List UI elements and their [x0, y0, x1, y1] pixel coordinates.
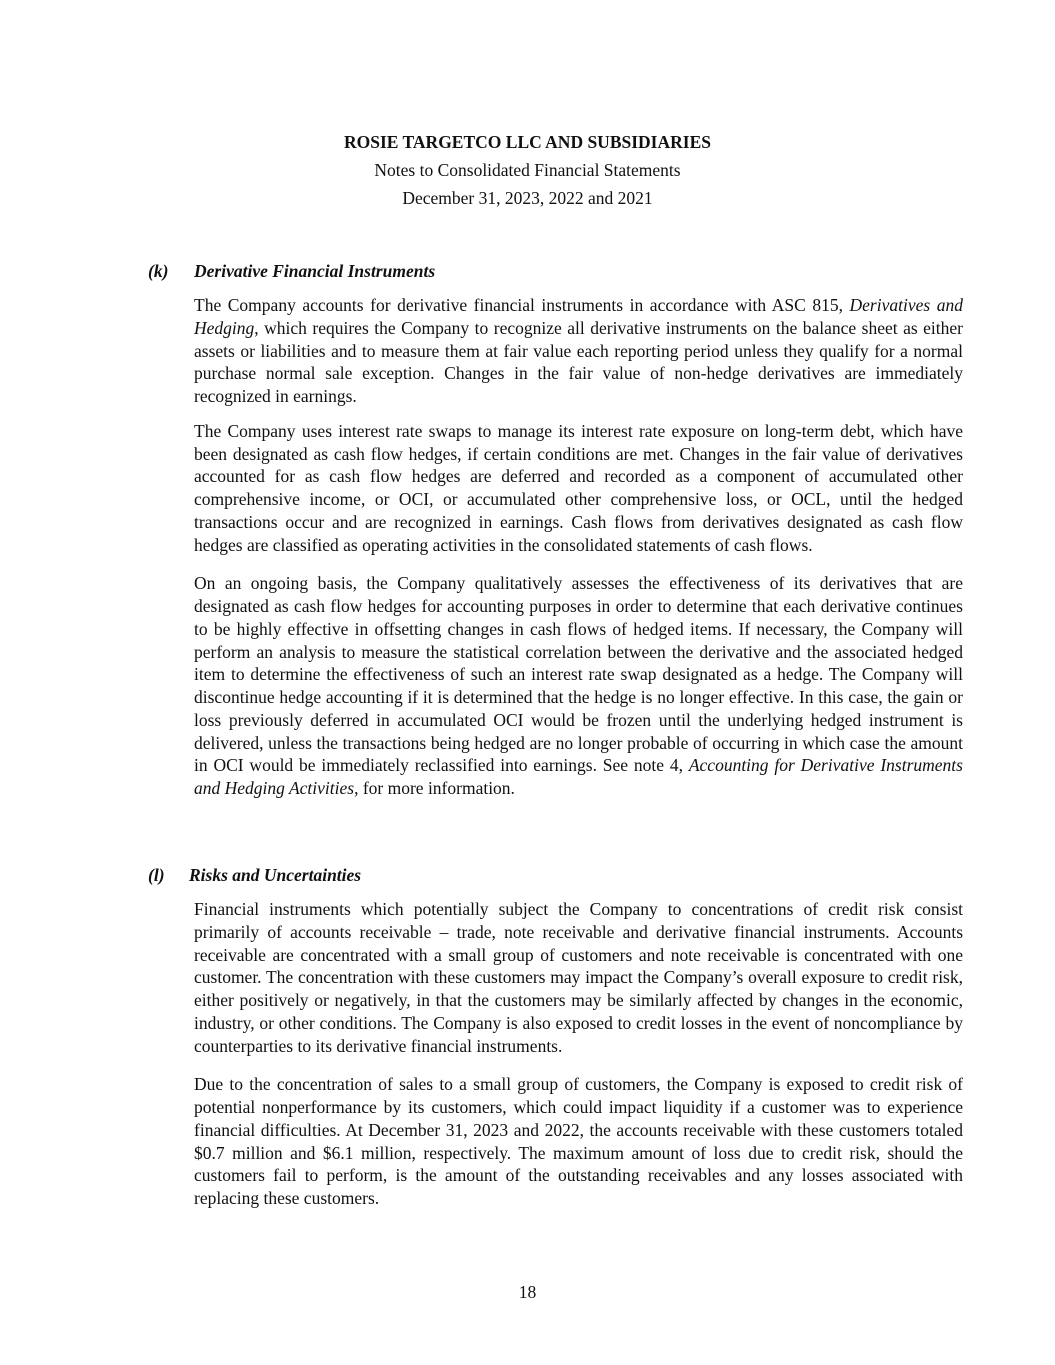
paragraph-text: The Company accounts for derivative financial instruments in accordance with ASC 815, [194, 295, 850, 315]
document-subtitle: Notes to Consolidated Financial Statements [374, 160, 681, 180]
paragraph [194, 572, 963, 800]
paragraph: Financial instruments which potentially subject the Company to concentrations of credit risk consist primarily of accounts receivable – trade, note receivable and derivative financial instruments. Accounts receivable are concentrated with a small group of customers and note receivable is concentrated with one customer. The concentration with these customers may impact the Company’s overall exposure to credit risk, either positively or negatively, in that the customers may be similarly affected by changes in the economic, industry, or other conditions. The Company is also exposed to credit losses in the event of noncompliance by counterparties to its derivative financial instruments. [194, 899, 963, 1056]
note-reference-title: Accounting for Derivative Instruments and Hedging Activities [194, 755, 963, 798]
section-derivative-financial-instruments [148, 260, 963, 800]
section-letter: (k) [148, 261, 169, 281]
paragraph-text: , for more information. [354, 778, 515, 798]
section-title: Risks and Uncertainties [189, 865, 362, 885]
paragraph: The Company uses interest rate swaps to manage its interest rate exposure on long-term debt, which have been designated as cash flow hedges, if certain conditions are met. Changes in the fair value of derivatives accounted for as cash flow hedges are deferred and recorded as a component of accumulated other comprehensive income, or OCI, or accumulated other comprehensive loss, or OCL, until the hedged transactions occur and are recognized in earnings. Cash flows from derivatives designated as cash flow hedges are classified as operating activities in the consolidated statements of cash flows. [194, 420, 963, 555]
document-date: December 31, 2023, 2022 and 2021 [402, 188, 653, 208]
paragraph-text: , which requires the Company to recognize all derivative instruments on the balance sheet as either assets or liabilities and to measure them at fair value each reporting period unless they qualify for a normal purchase normal sale exception. Changes in the fair value of non-hedge derivatives are immediately recognized in earnings. [194, 317, 963, 406]
section-letter: (l) [148, 865, 165, 885]
paragraph [194, 294, 963, 408]
section-heading [148, 260, 963, 282]
paragraph: Due to the concentration of sales to a small group of customers, the Company is exposed to credit risk of potential nonperformance by its customers, which could impact liquidity if a customer was to experience financial difficulties. At December 31, 2023 and 2022, the accounts receivable with these customers totaled $0.7 million and $6.1 million, respectively. The maximum amount of loss due to credit risk, should the customers fail to perform, is the amount of the outstanding receivables and any losses associated with replacing these customers. [194, 1074, 963, 1208]
section-heading [148, 864, 963, 886]
document-header [0, 131, 1055, 215]
section-title: Derivative Financial Instruments [194, 261, 436, 281]
paragraph-text: On an ongoing basis, the Company qualitatively assesses the effectiveness of its derivatives that are designated as cash flow hedges for accounting purposes in order to determine that each derivative continues to be highly effective in offsetting changes in cash flows of hedged items. If necessary, the Company will perform an analysis to measure the statistical correlation between the derivative and the associated hedged item to determine the effectiveness of such an interest rate swap designated as a hedge. The Company will discontinue hedge accounting if it is determined that the hedge is no longer effective. In this case, the gain or loss previously deferred in accumulated OCI would be frozen until the underlying hedged instrument is delivered, unless the transactions being hedged are no longer probable of occurring in which case the amount in OCI would be immediately reclassified into earnings. See note 4, [194, 573, 963, 776]
section-risks-and-uncertainties [148, 864, 963, 1210]
standard-title: Derivatives and Hedging [194, 295, 964, 338]
page-number: 18 [518, 1282, 537, 1302]
company-name: ROSIE TARGETCO LLC AND SUBSIDIARIES [344, 132, 711, 152]
